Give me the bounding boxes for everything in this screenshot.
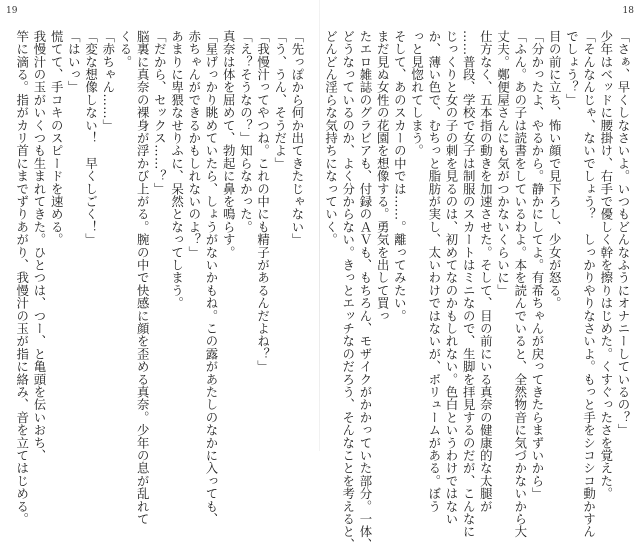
right-page-line: 「ふん。あの子は読書をしているわよ。本を読んでいると、全然物音に気づかないから大: [512, 30, 528, 538]
right-page-line: ……普段、学校で女子は制服のスカートはミニなので、生脚を拝見するのだが、こんなに: [461, 30, 477, 538]
left-page-line: 「星げっかり眺めていたら、しょうがないかもね。この露があたしのなかに入っても、: [203, 30, 219, 526]
right-page-line: じっくりと女の子の刺を見るのは、初めてなのかもしれない。色白というわけではない: [443, 30, 459, 526]
left-page-line: 脳裏に真奈の裸身が浮かび上がる。腕の中で快感に顔を歪める真奈。少年の息が乱れて: [135, 30, 151, 526]
right-page-line: か、薄い色で、むちっと脂肪が実し、太いわけではないが、ボリュームがある。ぼう: [426, 30, 442, 513]
left-page-line: 我慢汁の玉がいくつも生まれてきた。ひとつは、つー、と亀頭を伝いおち、: [31, 30, 47, 462]
right-page-line: 「さぁ、早くしなさいよ。いつもどんなふうにオナニーしているの？」: [616, 30, 631, 437]
left-page-line: 「え？そうなの？」知らなかった。: [238, 30, 254, 234]
left-page-line: 慌てて、手コキのスピードを速める。: [49, 30, 65, 246]
page-gutter: [319, 0, 320, 451]
right-page-line: 丈夫。鄭便屋さんにも気がつかないくらいに」: [495, 30, 511, 297]
right-page-line: 少年はベッドに腰掛け、右手で優しく幹を擦りはじめた。くすぐったさを覚えた。: [598, 30, 614, 500]
page-number-right: 18: [622, 6, 634, 16]
left-page-text: [6, 30, 306, 526]
right-page-line: っと見惚れてしまう。: [409, 30, 425, 157]
left-page-line: くる。: [117, 30, 133, 69]
right-page-line: 仕方なく、五本指の動きを加速させた。そして、目の前にいる真奈の健康的な太腿が: [478, 30, 494, 513]
left-page-line: 真奈は体を屈めて、勃起に鼻を鳴らす。: [221, 30, 237, 259]
left-page-line: あまりに卑猥なせりふに、呆然となってしまう。: [169, 30, 185, 310]
left-page-line: 「はいっ」: [66, 30, 82, 94]
left-page-line: 「赤ちゃん……」: [100, 30, 116, 132]
right-page-line: 「そんなんじゃ、ないでしょう？ しっかりやりなさいよ。もっと手をシコシコ動かすん: [581, 30, 597, 538]
right-page-line: そして、あのスカーの中では……。離ってみたい。: [392, 30, 408, 323]
left-page-line: 赤ちゃんができるかもしれないのよ？」: [186, 30, 202, 259]
page-number-left: 19: [6, 6, 18, 16]
right-page-text: [323, 30, 632, 551]
left-page-line: 竿に滴る。指がカリ首にまでずりあがり、我慢汁の玉が指に絡み、音を立てはじめる。: [14, 30, 30, 526]
left-page-line: 「変な想像しない！ 早くしごく！」: [83, 30, 99, 246]
right-page-line: どうなっているのか、よく分からない。きっとエッチなのだろう、そんなことを考えると、: [340, 30, 356, 551]
right-page-line: まだ見ぬ女性の花園を想像する。勇気を出して買っ: [375, 30, 391, 323]
left-page-line: 「だから、セックス……？」: [152, 30, 168, 196]
left-page-line: 「う、うん、そうだよ」: [272, 30, 288, 170]
right-page-line: どんどん淫らな気持ちになっていく。: [323, 30, 339, 246]
left-page-line: 「先っぽから何か出てきたじゃない」: [290, 30, 305, 246]
right-page-line: 「分かったよ、やるから。静かにしてよ。有希ちゃんが戻ってきたらまずいから」: [529, 30, 545, 500]
right-page-line: たエロ雑誌のグラビアも、付録のＡＶも、もちろん、モザイクがかかっていた部分。一体、: [357, 30, 373, 551]
right-page-line: 目の前に立ち、怖い顔で見下ろし、少女が怒る。: [547, 30, 563, 310]
left-page-line: 「我慢汁ってやつね。これの中にも精子があるんだよね？」: [255, 30, 271, 373]
right-page-line: でしょう？」: [564, 30, 580, 107]
